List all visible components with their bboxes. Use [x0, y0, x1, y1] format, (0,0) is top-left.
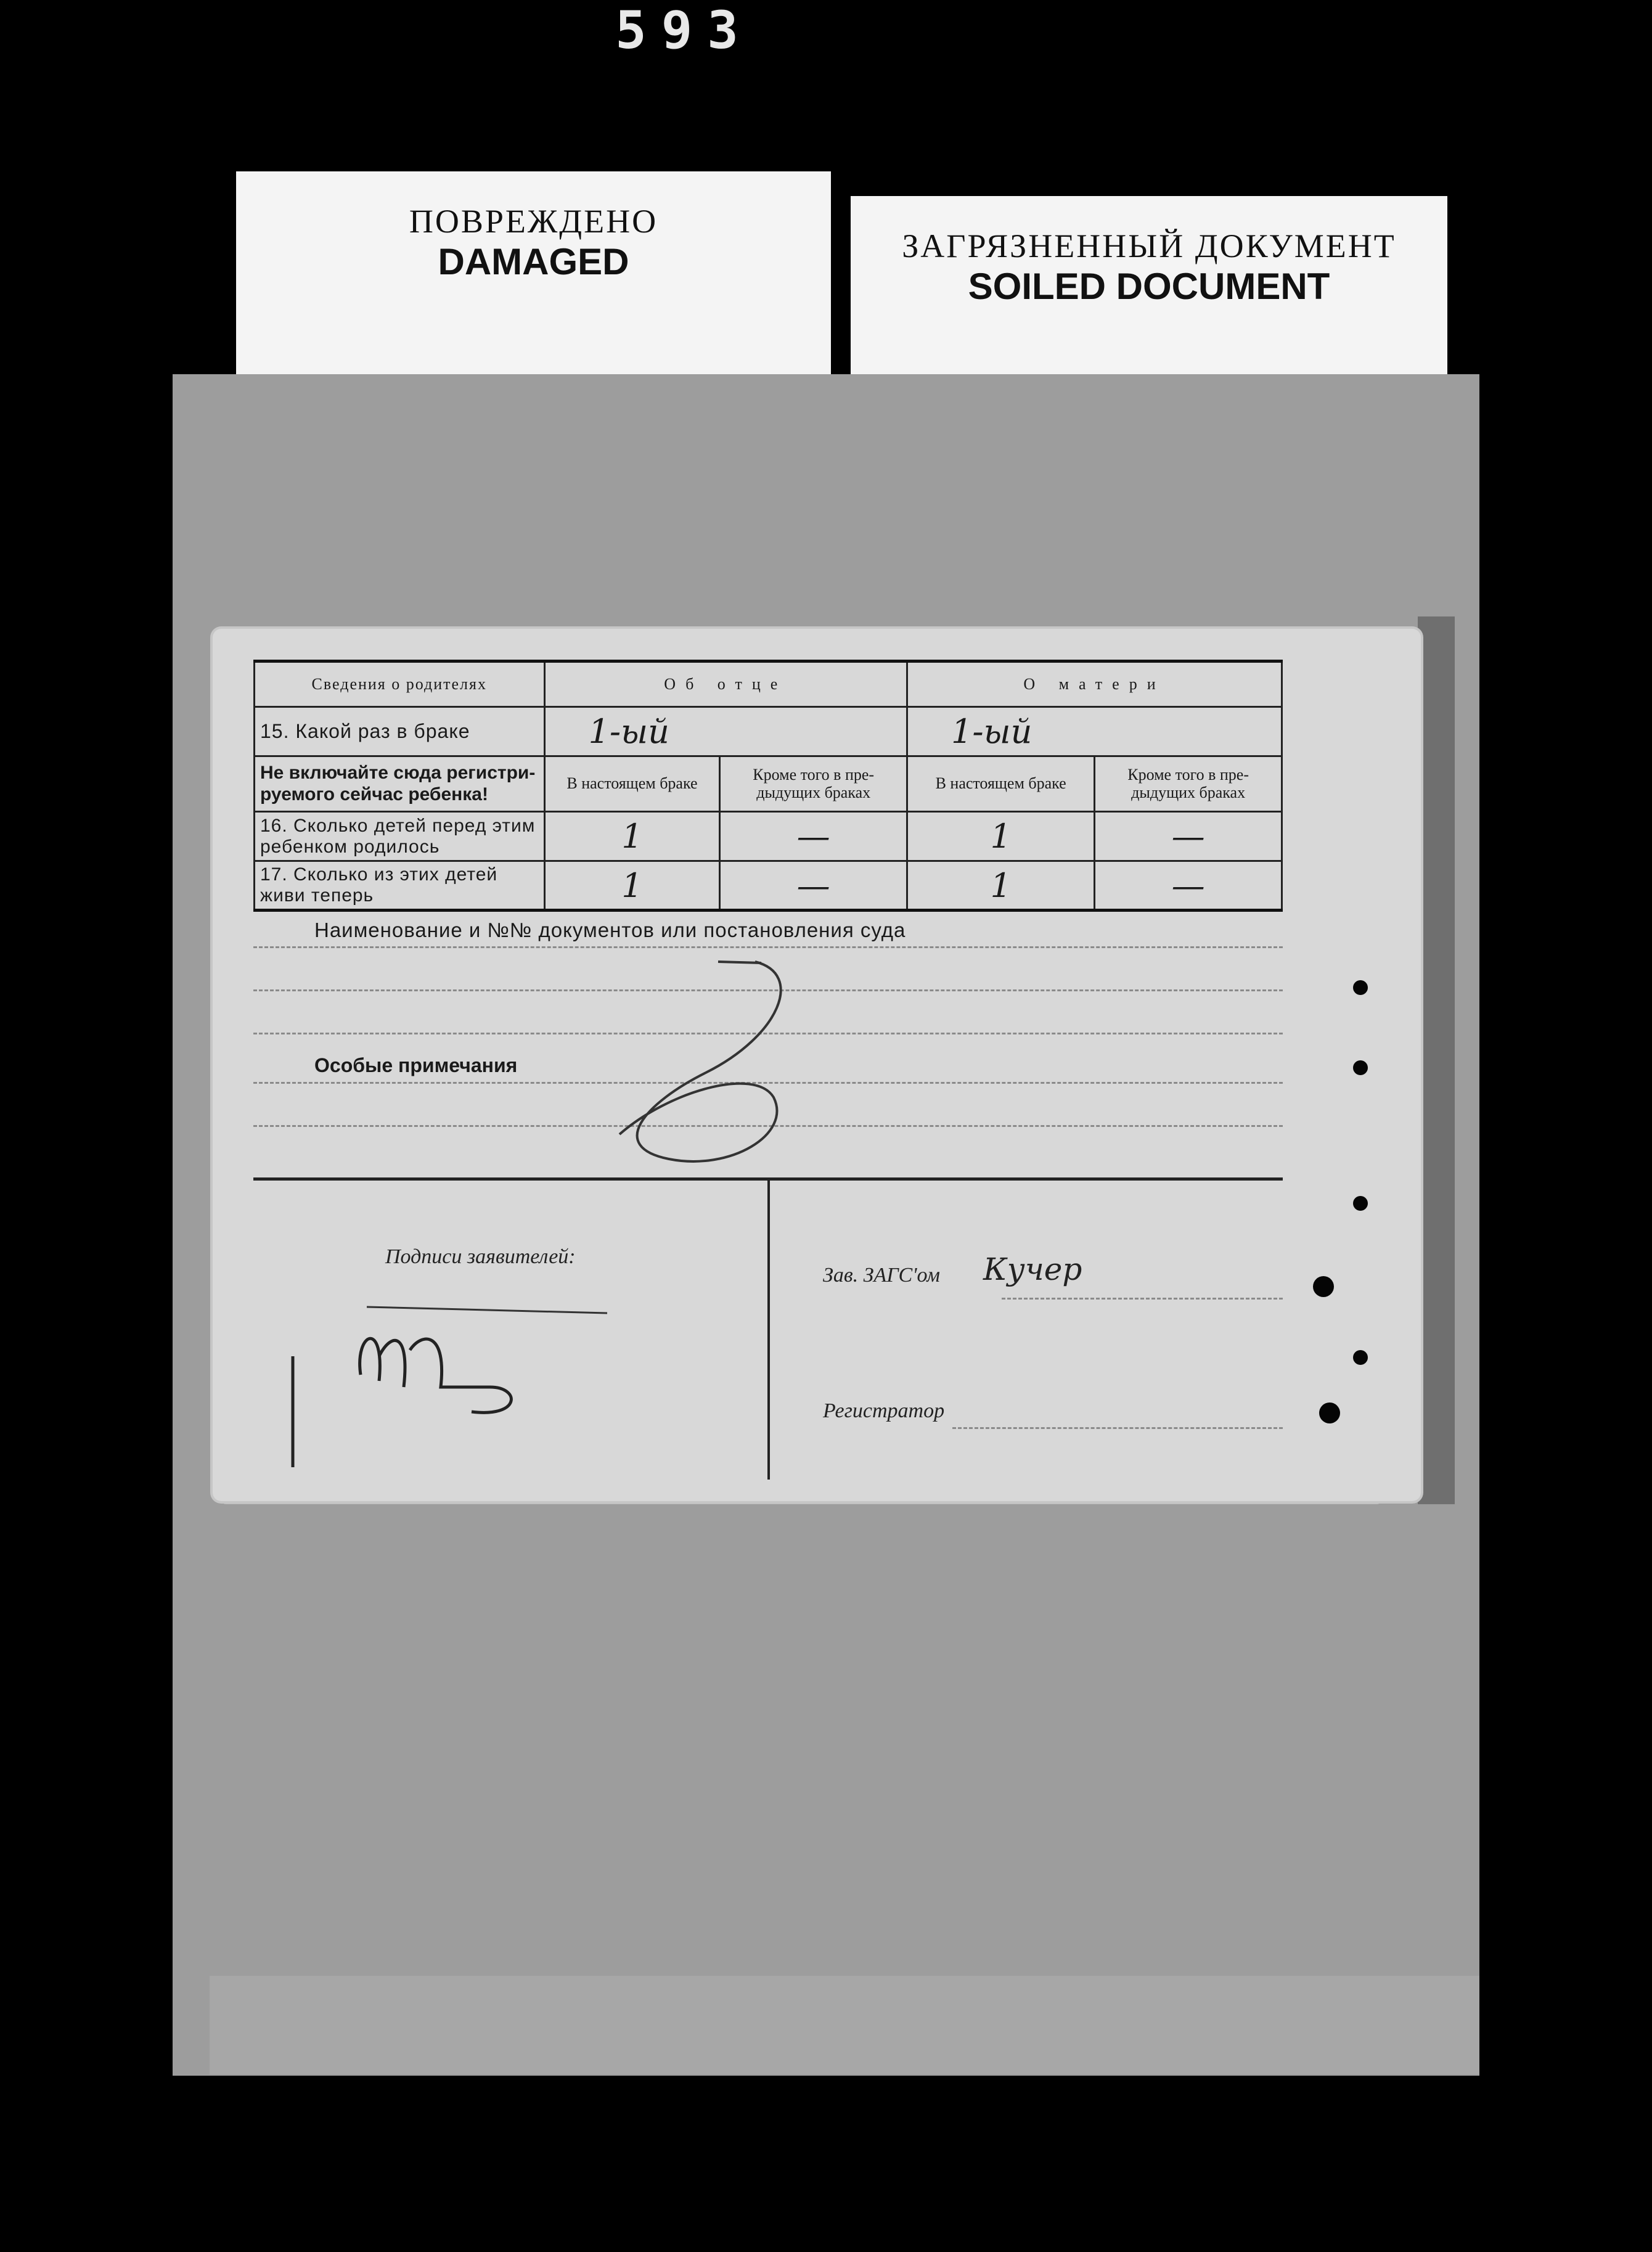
parents-info-header: Сведения о родителях	[255, 661, 545, 707]
row17-father-current: 1	[544, 861, 720, 911]
registrar-label: Регистратор	[823, 1399, 945, 1422]
row17-mother-previous: —	[1095, 861, 1282, 911]
frame-number: 593	[615, 0, 753, 60]
applicants-signature-label: Подписи заявителей:	[385, 1245, 576, 1268]
table-row	[255, 861, 1282, 911]
registry-head-signature: Кучер	[983, 1251, 1082, 1287]
row16-father-previous: —	[720, 812, 907, 861]
damaged-label-ru: ПОВРЕЖДЕНО	[409, 203, 658, 240]
soiled-label-card	[851, 196, 1447, 375]
documents-label: Наименование и №№ документов или постановления суда	[314, 919, 906, 941]
father-current-header: В настоящем браке	[544, 756, 720, 812]
punch-hole	[1353, 980, 1368, 995]
punch-hole	[1353, 1196, 1368, 1211]
table-row	[255, 707, 1282, 756]
dotted-line	[253, 946, 1283, 948]
row17-father-previous: —	[720, 861, 907, 911]
mother-header: О матери	[907, 661, 1282, 707]
parents-table	[253, 660, 1283, 912]
row15-label: 15. Какой раз в браке	[255, 707, 545, 756]
damaged-label-card	[236, 171, 831, 375]
table-row	[255, 812, 1282, 861]
row17-mother-current: 1	[907, 861, 1095, 911]
signature-section-divider	[767, 1177, 770, 1480]
punch-hole	[1319, 1402, 1340, 1423]
soiled-label-ru: ЗАГРЯЗНЕННЫЙ ДОКУМЕНТ	[902, 227, 1396, 264]
punch-hole	[1353, 1350, 1368, 1365]
dotted-line	[1002, 1298, 1283, 1300]
row16-label: 16. Сколько детей перед этим ребенком родилось	[255, 812, 545, 861]
row16-father-current: 1	[544, 812, 720, 861]
soiled-label-en: SOILED DOCUMENT	[968, 266, 1330, 307]
record-card	[213, 629, 1421, 1501]
cancellation-scribble	[570, 949, 829, 1177]
row16-mother-previous: —	[1095, 812, 1282, 861]
punch-hole	[1353, 1060, 1368, 1075]
folder-shadow	[1418, 616, 1455, 1504]
applicants-signature	[287, 1295, 632, 1467]
table-header-row	[255, 661, 1282, 707]
folder-bottom-strip	[210, 1976, 1479, 2074]
dotted-line	[952, 1427, 1283, 1429]
row17-label: 17. Сколько из этих детей живи теперь	[255, 861, 545, 911]
father-previous-header: Кроме того в пре-дыдущих браках	[720, 756, 907, 812]
row16-mother-current: 1	[907, 812, 1095, 861]
exclude-child-note: Не включайте сюда регистри-руемого сейчас ребенка!	[255, 756, 545, 812]
notes-label: Особые примечания	[314, 1054, 518, 1076]
registry-head-label: Зав. ЗАГС'ом	[823, 1264, 940, 1287]
table-row	[255, 756, 1282, 812]
row15-father-value: 1-ый	[544, 707, 907, 756]
father-header: Об отце	[544, 661, 907, 707]
row15-mother-value: 1-ый	[907, 707, 1282, 756]
mother-previous-header: Кроме того в пре-дыдущих браках	[1095, 756, 1282, 812]
punch-hole	[1313, 1276, 1334, 1297]
damaged-label-en: DAMAGED	[438, 241, 629, 282]
mother-current-header: В настоящем браке	[907, 756, 1095, 812]
